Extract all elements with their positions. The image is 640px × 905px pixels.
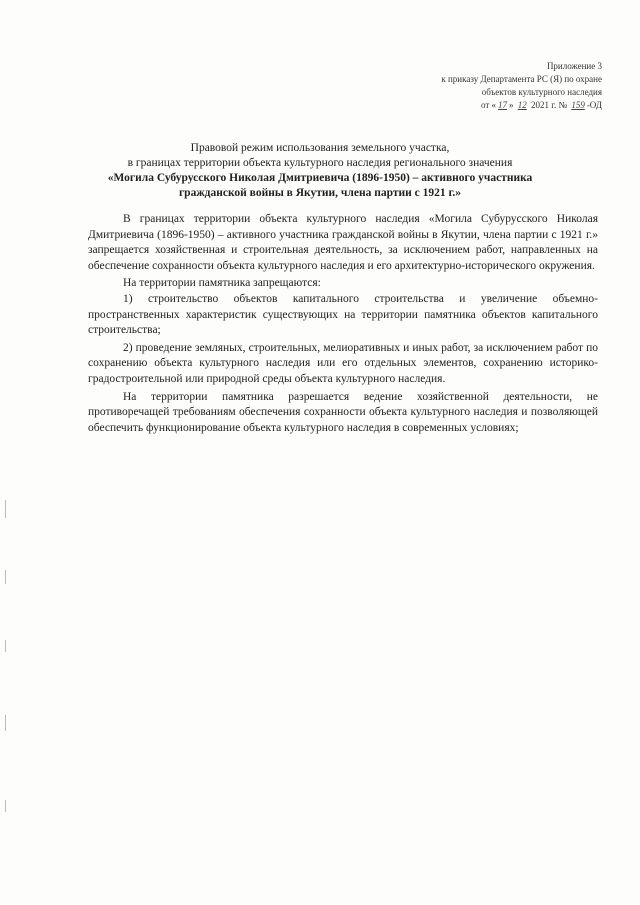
paragraph-allowed: На территории памятника разрешается ведение хозяйственной деятельности, не противоречащей требованиям обеспечения сохранности объекта культурного наследия и позволяющей обеспечить функционирование объекта культурного наследия в современных условиях; — [88, 390, 598, 434]
document-body — [88, 212, 598, 436]
order-number: 159 — [571, 100, 585, 110]
appendix-date-line — [322, 99, 602, 112]
order-suffix: -ОД — [586, 100, 602, 110]
document-title — [60, 141, 580, 201]
paragraph-prohibition-2: 2) проведение земляных, строительных, мелиоративных и иных работ, за исключением работ по сохранению объекта культурного наследия или его отдельных элементов, сохранению историко-градостроительной или природной среды объекта культурного наследия. — [88, 341, 598, 385]
paragraph-prohibited-heading: На территории памятника запрещаются: — [123, 277, 321, 290]
date-day: 17 — [498, 100, 508, 110]
appendix-header — [322, 60, 602, 112]
appendix-label: Приложение 3 — [546, 61, 602, 71]
date-prefix: от « — [480, 100, 497, 110]
scan-margin-marks — [5, 500, 7, 840]
title-bold-line-2: гражданской войны в Якутии, члена партии с 1921 г.» — [178, 187, 462, 199]
title-line-1: Правовой режим использования земельного участка, — [190, 142, 450, 154]
appendix-order-ref-cont: объектов культурного наследия — [481, 87, 602, 97]
title-line-2: в границах территории объекта культурного наследия регионального значения — [127, 157, 513, 169]
appendix-order-ref: к приказу Департамента РС (Я) по охране — [441, 74, 602, 84]
date-sep: » — [509, 100, 514, 110]
date-month: 12 — [517, 100, 527, 110]
date-year-part: 2021 г. № — [531, 100, 568, 110]
title-bold-line-1: «Могила Субурусского Николая Дмитриевича (1896-1950) – активного участника — [107, 172, 533, 184]
paragraph-intro: В границах территории объекта культурного наследия «Могила Субурусского Николая Дмитриевича (1896-1950) – активного участника гражданской войны в Якутии, члена партии с 1921 г.» запрещается хозяйственная и строительная деятельность, за исключением работ, направленных на обеспечение сохранности объекта культурного наследия и его архитектурно-исторического окружения. — [88, 213, 598, 272]
paragraph-prohibition-1: 1) строительство объектов капитального строительства и увеличение объемно-пространственных характеристик существующих на территории памятника объектов капитального строительства; — [88, 292, 598, 337]
